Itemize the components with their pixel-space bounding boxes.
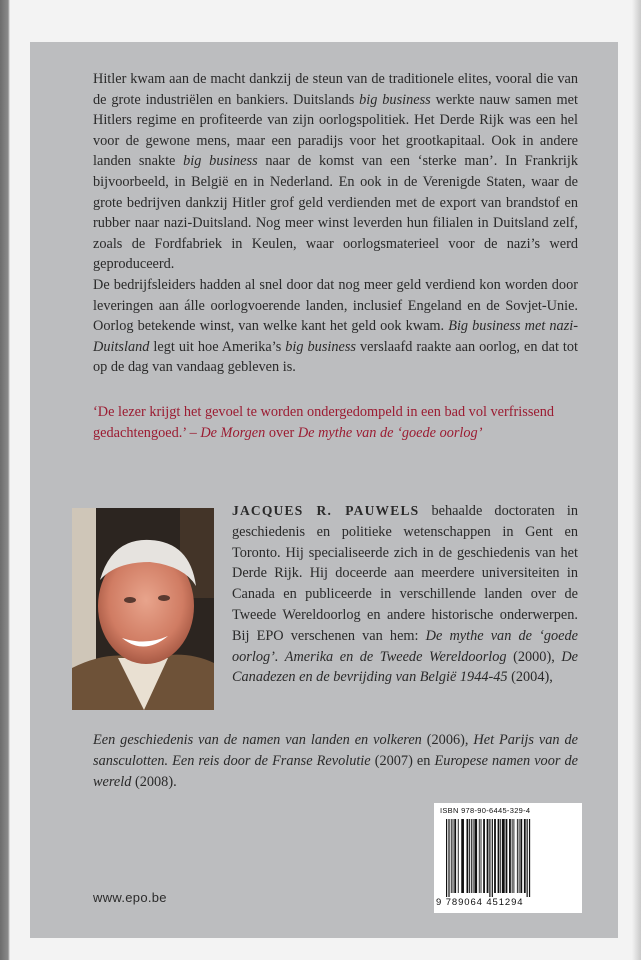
- blurb: [93, 69, 578, 378]
- author-photo: [72, 508, 214, 710]
- publisher-website: www.epo.be: [93, 890, 167, 905]
- barcode-bar: [520, 819, 522, 893]
- barcode-guard-bar: [529, 819, 530, 897]
- barcode-bar: [487, 819, 489, 893]
- barcode-bar: [500, 819, 501, 893]
- isbn-label: ISBN 978-90-6445-329-4: [440, 806, 531, 815]
- author-bibliography: Een geschiedenis van de namen van landen en volkeren (2006), Het Parijs van de sansculotten. Een reis door de Franse Revolutie (2007) en Europese namen voor de wereld (2008).: [93, 732, 578, 790]
- barcode-bar: [483, 819, 485, 893]
- barcode-bar: [474, 819, 477, 893]
- barcode-guard-bar: [492, 819, 493, 897]
- barcode-digits: 9 789064 451294: [436, 897, 524, 908]
- barcode-guard-bar: [446, 819, 447, 897]
- barcode-bar: [461, 819, 464, 893]
- barcode-bar: [509, 819, 511, 893]
- barcode-guard-bar: [489, 819, 490, 897]
- barcode-bar: [467, 819, 469, 893]
- barcode-bar: [512, 819, 513, 893]
- barcode-bar: [506, 819, 508, 893]
- author-bio: JACQUES R. PAUWELS behaalde doctoraten in geschiedenis en politieke wetenschappen in Gent en Toronto. Hij specialiseerde zich in de geschiedenis van het Derde Rijk. Hij doceerde aan meerdere universiteiten in Canada en publiceerde in verschillende landen over de Tweede Wereldoorlog en andere historische onderwerpen. Bij EPO verschenen van hem: De mythe van de ‘goede oorlog’. Amerika en de Tweede Wereldoorlog (2000), De Canadezen en de bevrijding van België 1944-45 (2004),: [232, 503, 578, 686]
- barcode-bar: [502, 819, 505, 893]
- barcode-bar: [494, 819, 496, 893]
- press-quote: ‘De lezer krijgt het gevoel te worden ondergedompeld in een bad vol verfrissend gedachtengoed.’ – De Morgen over De mythe van de ‘goede oorlog’: [93, 404, 555, 441]
- author-portrait-image: [72, 508, 214, 710]
- isbn-barcode: [434, 803, 582, 913]
- barcode-bar: [524, 819, 526, 893]
- barcode-bar: [517, 819, 518, 893]
- barcode-bar: [471, 819, 472, 893]
- barcode-bar: [451, 819, 452, 893]
- author-name: JACQUES R. PAUWELS: [232, 503, 420, 518]
- barcode-bar: [481, 819, 482, 893]
- barcode-guard-bar: [448, 819, 449, 897]
- barcode-bar: [469, 819, 470, 893]
- barcode-bar: [453, 819, 454, 893]
- barcode-bar: [479, 819, 480, 893]
- barcode-bar: [454, 819, 456, 893]
- barcode-bar: [519, 819, 520, 893]
- barcode-guard-bar: [527, 819, 528, 897]
- barcode-bar: [498, 819, 500, 893]
- barcode-bar: [513, 819, 514, 893]
- blurb-paragraph-2: De bedrijfsleiders hadden al snel door dat nog meer geld verdiend kon worden door leveringen aan álle oorlogvoerende landen, inclusief Engeland en de Sovjet-Unie. Oorlog betekende winst, van welke kant het geld ook kwam. Big business met nazi-Duitsland legt uit hoe Amerika’s big business verslaafd raakte aan oorlog, en dat tot op de dag van vandaag gebleven is.: [93, 276, 579, 376]
- barcode-bar: [473, 819, 474, 893]
- barcode-bar: [458, 819, 459, 893]
- back-cover: [30, 42, 618, 938]
- blurb-paragraph-1: Hitler kwam aan de macht dankzij de steun van de traditionele elites, vooral die van de grote industriëlen en bankiers. Duitslands big business werkte nauw samen met Hitlers regime en profiteerde van zijn oorlogspolitiek. Het Derde Rijk was een hel voor de gewone mens, maar een paradijs voor het grootkapitaal. Ook in andere landen snakte big business naar de komst van een ‘sterke man’. In Frankrijk bijvoorbeeld, in België en in Nederland. En ook in de Verenigde Staten, waar de grote bedrijven dankzij Hitler grof geld verdienden met de export van brandstof en rubber naar nazi-Duitsland. Nog meer winst leverden hun filialen in Duitsland zelf, zoals de Fordfabriek in Keulen, waar oorlogsmaterieel voor de nazi’s werd geproduceerd.: [93, 71, 578, 273]
